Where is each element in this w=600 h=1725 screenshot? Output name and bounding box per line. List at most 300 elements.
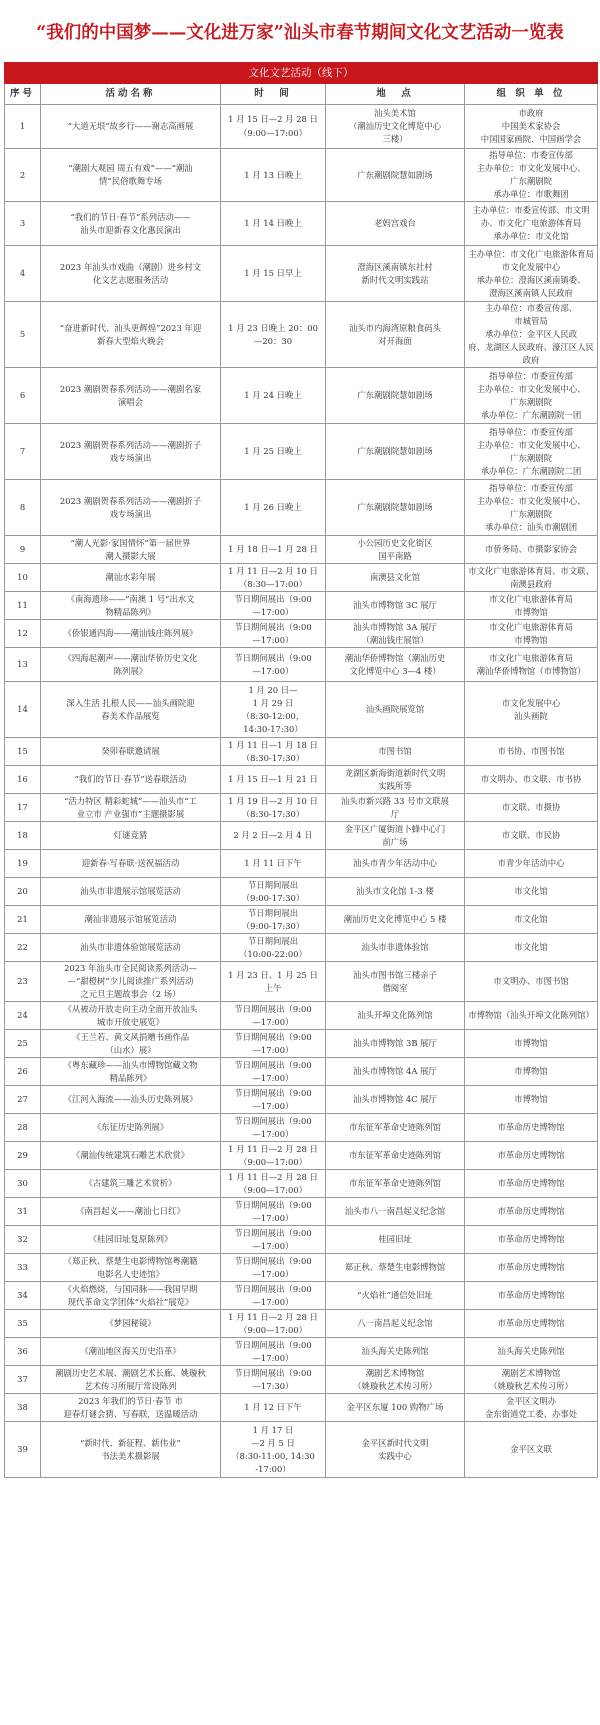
- cell-org-line: （姚璇秋艺术传习所）: [489, 1380, 573, 1391]
- cell-place-line: 对开海面: [378, 335, 412, 346]
- cell-time-line: 节日期间展出: [247, 907, 299, 918]
- cell-name-line: 2023 年汕头市全民阅读系列活动—: [64, 963, 197, 974]
- cell-name-line: 2023 年汕头市戏曲（潮剧）进乡村文: [59, 261, 202, 272]
- cell-place: [326, 202, 465, 246]
- cell-org-line: 市文化广电旅游体育局: [489, 621, 573, 632]
- cell-place: [326, 1338, 465, 1366]
- cell-name: [41, 149, 221, 202]
- cell-time-line: 1 月 29 日: [252, 697, 294, 708]
- cell-time: [221, 962, 326, 1002]
- cell-time: [221, 105, 326, 149]
- cell-time: [221, 648, 326, 682]
- cell-place-line: 八一南昌起义纪念馆: [357, 1318, 433, 1329]
- cell-name-line: （山水）展》: [105, 1044, 156, 1055]
- cell-name-line: 《侨银通四海——潮汕钱庄陈列展》: [63, 628, 198, 639]
- cell-time-line: —17:00）: [252, 665, 294, 676]
- cell-time: [221, 202, 326, 246]
- cell-place-line: 前广场: [382, 836, 408, 847]
- cell-time-line: 1 月 17 日: [252, 1424, 294, 1435]
- cell-name: [41, 302, 221, 368]
- cell-time-line: （9:00—17:00）: [238, 1324, 308, 1335]
- cell-no: 11: [5, 592, 41, 620]
- table-row: [5, 934, 598, 962]
- cell-place: [326, 878, 465, 906]
- section-banner: [5, 63, 598, 84]
- table-row: [5, 1170, 598, 1198]
- cell-time-line: —17:00）: [252, 1212, 294, 1223]
- cell-org: [465, 648, 598, 682]
- cell-name: [41, 1254, 221, 1282]
- cell-no: 31: [5, 1198, 41, 1226]
- cell-name: [41, 822, 221, 850]
- cell-time-line: （9:00-17:30）: [241, 920, 305, 931]
- cell-time-line: 节日期间展出（9:00: [234, 1283, 312, 1294]
- cell-org-line: 市博物馆: [514, 1066, 548, 1077]
- cell-time-line: 1 月 11 日—2 月 28 日: [228, 1171, 318, 1182]
- cell-time-line: 节日期间展出（9:00: [234, 1087, 312, 1098]
- cell-place-line: 潮剧艺术博物馆: [365, 1367, 425, 1378]
- cell-no: 6: [5, 368, 41, 424]
- cell-time-line: —17:00）: [252, 1100, 294, 1111]
- cell-place: [326, 682, 465, 738]
- cell-time-line: 节日期间展出（9:00: [234, 1367, 312, 1378]
- cell-name-line: 物精品陈列》: [105, 606, 156, 617]
- cell-time-line: 节日期间展出（9:00: [234, 1339, 312, 1350]
- cell-time-line: （8:30-12:00，: [241, 710, 305, 721]
- cell-time-line: 1 月 15 日—1 月 21 日: [228, 774, 318, 785]
- cell-org: [465, 202, 598, 246]
- cell-place-line: 汕头市八一南昌起义纪念馆: [344, 1206, 446, 1217]
- cell-time-line: （8:30-17:30）: [241, 752, 305, 763]
- cell-org-line: 市革命历史博物馆: [497, 1290, 565, 1301]
- cell-time-line: （9:00-17:30）: [241, 892, 305, 903]
- cell-time-line: —17:00）: [252, 1268, 294, 1279]
- cell-place: [326, 1310, 465, 1338]
- cell-time: [221, 1394, 326, 1422]
- table-row: [5, 1254, 598, 1282]
- cell-name-line: 现代革命文学团体“火焰社”展览》: [67, 1296, 194, 1307]
- cell-org: [465, 536, 598, 564]
- cell-place-line: 广东潮剧院慧如剧场: [357, 169, 433, 180]
- cell-org-line: 市革命历史博物馆: [497, 1262, 565, 1273]
- cell-time-line: 节日期间展出（9:00: [234, 1059, 312, 1070]
- cell-time-line: —20：30: [253, 335, 293, 346]
- cell-time-line: —17:00）: [252, 1352, 294, 1363]
- cell-time: [221, 1310, 326, 1338]
- cell-place: [326, 1254, 465, 1282]
- cell-org: [465, 424, 598, 480]
- cell-time-line: 1 月 13 日晚上: [244, 169, 302, 180]
- header-place: 地 点: [326, 84, 465, 105]
- cell-name: [41, 738, 221, 766]
- cell-no: 9: [5, 536, 41, 564]
- cell-time-line: —17:00）: [252, 1072, 294, 1083]
- cell-place-line: 广东潮剧院慧如剧场: [357, 390, 433, 401]
- table-row: [5, 246, 598, 302]
- cell-org-line: 市文联、市民协: [501, 830, 561, 841]
- cell-name-line: 潮人摄影大展: [105, 550, 156, 561]
- cell-org-line: 主办单位：市文化发展中心、: [476, 439, 586, 450]
- cell-name: [41, 1086, 221, 1114]
- cell-place: [326, 648, 465, 682]
- cell-name-line: 《潮汕传统建筑石雕艺术欣赏》: [71, 1150, 190, 1161]
- cell-org-line: 中国国家画院、中国画学会: [480, 134, 582, 144]
- cell-place-line: 潮汕华侨博物馆（潮汕历史: [344, 652, 446, 663]
- cell-org-line: 市博物馆（汕头开埠文化陈列馆）: [468, 1010, 594, 1021]
- cell-org: [465, 149, 598, 202]
- cell-org: [465, 564, 598, 592]
- cell-place-line: 老妈宫戏台: [374, 218, 416, 229]
- table-row: [5, 794, 598, 822]
- cell-place-line: 汕头市内海湾原粮食码头: [348, 322, 442, 333]
- cell-no: 28: [5, 1114, 41, 1142]
- cell-name: [41, 202, 221, 246]
- cell-place: [326, 564, 465, 592]
- cell-no: 26: [5, 1058, 41, 1086]
- cell-time: [221, 480, 326, 536]
- cell-no: 15: [5, 738, 41, 766]
- cell-time: [221, 1030, 326, 1058]
- cell-name-line: 戏专场演出: [109, 508, 152, 519]
- cell-place: [326, 1114, 465, 1142]
- cell-name-line: 《王兰若、黄文风捐赠书画作品: [71, 1031, 190, 1042]
- cell-name: [41, 1394, 221, 1422]
- cell-org: [465, 1030, 598, 1058]
- header-no: 序号: [5, 84, 41, 105]
- cell-name-line: 2023 潮剧贺春系列活动——潮剧名家: [59, 383, 202, 394]
- cell-org: [465, 480, 598, 536]
- cell-no: 22: [5, 934, 41, 962]
- table-row: [5, 1030, 598, 1058]
- cell-time: [221, 1366, 326, 1394]
- table-row: [5, 1142, 598, 1170]
- cell-name: [41, 536, 221, 564]
- cell-time-line: —17:00）: [252, 634, 294, 645]
- cell-place-line: 广东潮剧院慧如剧场: [357, 446, 433, 457]
- cell-name-line: 艺术传习所展厅常设陈列: [84, 1380, 177, 1391]
- cell-name-line: 2023 潮剧贺春系列活动——潮剧折子: [59, 439, 202, 450]
- cell-place-line: 汕头市新兴路 33 号市文联展: [340, 795, 450, 806]
- cell-name: [41, 480, 221, 536]
- cell-org: [465, 1310, 598, 1338]
- cell-place: [326, 1366, 465, 1394]
- cell-place-line: 汕头海关史陈列馆: [361, 1346, 429, 1357]
- cell-time-line: （9:00—17:00）: [238, 127, 308, 138]
- cell-org-line: 潮汕华侨博物馆（市博物馆）: [476, 665, 586, 676]
- cell-org: [465, 105, 598, 149]
- table-row: [5, 1086, 598, 1114]
- cell-org: [465, 822, 598, 850]
- cell-time-line: 1 月 14 日晚上: [244, 218, 302, 229]
- cell-org-line: 承办单位：广东潮剧院二团: [480, 465, 582, 476]
- cell-place-line: （潮汕历史文化博览中心: [348, 120, 442, 131]
- cell-place: [326, 1002, 465, 1030]
- cell-name-line: 《潮汕地区海关历史沿革》: [80, 1346, 181, 1357]
- cell-place-line: 澄海区溪南镇东社村: [357, 261, 433, 272]
- cell-org-line: 市文明办、市文联、市书协: [480, 774, 582, 785]
- table-row: [5, 1422, 598, 1478]
- cell-time: [221, 766, 326, 794]
- cell-time-line: 2 月 2 日—2 月 4 日: [233, 830, 313, 841]
- cell-time-line: 1 月 24 日晚上: [244, 390, 302, 401]
- cell-time: [221, 878, 326, 906]
- table-row: [5, 536, 598, 564]
- cell-org: [465, 1338, 598, 1366]
- cell-name-line: 《火焰燃烧，与国同脉——我国早期: [63, 1283, 198, 1294]
- cell-time-line: —17:00）: [252, 1044, 294, 1055]
- cell-time-line: （9:00—17:00）: [238, 1184, 308, 1195]
- cell-place: [326, 1226, 465, 1254]
- cell-name-line: 化文艺志愿服务活动: [92, 274, 169, 285]
- cell-name-line: 《从被动开放走向主动全面开放汕头: [63, 1003, 198, 1014]
- cell-name-line: 陈列展》: [113, 665, 148, 676]
- cell-place-line: 汕头市青少年活动中心: [353, 858, 437, 869]
- cell-time: [221, 1282, 326, 1310]
- cell-name: [41, 1338, 221, 1366]
- cell-org-line: 市文明办、市图书馆: [493, 976, 569, 987]
- cell-org: [465, 1366, 598, 1394]
- cell-no: 16: [5, 766, 41, 794]
- cell-org-line: 澄海区溪南镇人民政府: [489, 287, 573, 298]
- cell-time-line: 节日期间展出（9:00: [234, 621, 312, 632]
- cell-name-line: “我们的节日·春节”系列活动——: [70, 211, 191, 222]
- cell-org-line: 市革命历史博物馆: [497, 1178, 565, 1189]
- cell-time: [221, 682, 326, 738]
- cell-time-line: （8:30-17:30）: [241, 808, 305, 819]
- cell-org-line: 承办单位：澄海区溪南镇委、: [476, 274, 586, 285]
- cell-org: [465, 850, 598, 878]
- cell-org: [465, 962, 598, 1002]
- cell-place-line: 文化博览中心 3—4 楼）: [349, 665, 441, 676]
- cell-name-line: 《东征历史陈列展》: [92, 1122, 169, 1133]
- cell-name-line: 情”民俗歌舞专场: [99, 176, 162, 187]
- cell-place: [326, 424, 465, 480]
- cell-name: [41, 424, 221, 480]
- cell-time-line: 1 月 11 日下午: [244, 858, 302, 869]
- table-row: [5, 962, 598, 1002]
- cell-org: [465, 766, 598, 794]
- cell-name: [41, 368, 221, 424]
- cell-org: [465, 1002, 598, 1030]
- cell-name: [41, 1058, 221, 1086]
- cell-org-line: 市文化馆: [514, 886, 548, 897]
- cell-org-line: 市博物馆: [514, 606, 548, 617]
- cell-place: [326, 766, 465, 794]
- cell-time: [221, 738, 326, 766]
- cell-org: [465, 1282, 598, 1310]
- cell-time-line: 1 月 15 日—2 月 28 日: [228, 114, 318, 125]
- cell-place: [326, 1170, 465, 1198]
- cell-name-line: 《南海遗珍——“南澳 1 号”出水文: [66, 593, 195, 604]
- cell-time-line: （8:30-11:00, 14:30: [231, 1450, 315, 1461]
- cell-time-line: 1 月 11 日—1 月 18 日: [228, 739, 318, 750]
- cell-time: [221, 246, 326, 302]
- cell-name-line: 汕头市非遗展示馆展览活动: [80, 886, 181, 897]
- table-row: [5, 149, 598, 202]
- table-row: [5, 592, 598, 620]
- cell-no: 12: [5, 620, 41, 648]
- cell-org-line: 办、市文化广电旅游体育局: [480, 218, 582, 229]
- cell-name: [41, 1170, 221, 1198]
- cell-org: [465, 794, 598, 822]
- cell-name-line: 潮汕水彩年展: [105, 572, 156, 583]
- cell-place-line: 汕头开埠文化陈列馆: [357, 1010, 433, 1021]
- cell-no: 33: [5, 1254, 41, 1282]
- cell-no: 24: [5, 1002, 41, 1030]
- cell-time: [221, 1170, 326, 1198]
- cell-place-line: 汕头市博物馆 4A 展厅: [353, 1066, 437, 1077]
- cell-no: 13: [5, 648, 41, 682]
- cell-org-line: 承办单位：市文化馆: [493, 231, 569, 242]
- cell-time: [221, 1002, 326, 1030]
- cell-name: [41, 620, 221, 648]
- cell-no: 18: [5, 822, 41, 850]
- cell-no: 5: [5, 302, 41, 368]
- cell-name: [41, 1226, 221, 1254]
- cell-name-line: 之元旦主题故事会（2 场）: [80, 989, 181, 1000]
- table-row: [5, 766, 598, 794]
- cell-org-line: 承办单位：金平区人民政: [484, 329, 578, 340]
- cell-name-line: 精品陈列》: [109, 1072, 152, 1083]
- cell-time: [221, 536, 326, 564]
- cell-name-line: 《桂园旧址复原陈列》: [88, 1234, 173, 1245]
- header-org: 组 织 单 位: [465, 84, 598, 105]
- cell-org-line: 市革命历史博物馆: [497, 1206, 565, 1217]
- cell-org: [465, 1170, 598, 1198]
- cell-name: [41, 1366, 221, 1394]
- cell-place-line: 市东征军革命史迹陈列馆: [348, 1122, 442, 1133]
- table-row: [5, 1282, 598, 1310]
- cell-org-line: 市侨务局、市摄影家协会: [484, 544, 578, 555]
- cell-time-line: —17:00）: [252, 1016, 294, 1027]
- table-row: [5, 564, 598, 592]
- cell-place-line: 汕头市博物馆 3C 展厅: [352, 600, 438, 611]
- cell-time-line: （10:00-22:00）: [239, 948, 307, 959]
- cell-place-line: 汕头美术馆: [374, 107, 416, 118]
- cell-place-line: （潮汕钱庄展馆）: [361, 634, 429, 645]
- cell-place-line: 市东征军革命史迹陈列馆: [348, 1178, 442, 1189]
- cell-place: [326, 850, 465, 878]
- cell-org: [465, 682, 598, 738]
- cell-place-line: （姚璇秋艺术传习所）: [353, 1380, 437, 1391]
- cell-name: [41, 878, 221, 906]
- cell-org-line: 金东街道党工委、办事处: [484, 1408, 578, 1419]
- cell-name-line: 演唱会: [117, 396, 144, 407]
- cell-name-line: 汕头市非遗体验馆展览活动: [80, 942, 181, 953]
- cell-time: [221, 850, 326, 878]
- table-row: [5, 1394, 598, 1422]
- cell-time-line: 1 月 20 日—: [248, 684, 298, 695]
- table-row: [5, 480, 598, 536]
- cell-name-line: 2023 潮剧贺春系列活动——潮剧折子: [59, 495, 202, 506]
- cell-org-line: 主办单位：市文化发展中心、: [476, 163, 586, 174]
- cell-name-line: 灯谜竞猜: [113, 830, 148, 841]
- cell-time: [221, 424, 326, 480]
- cell-name-line: —“甜橙树”少儿阅读推广系列活动: [67, 976, 194, 987]
- cell-place-line: 实践中心: [378, 1450, 412, 1461]
- cell-place: [326, 906, 465, 934]
- cell-org: [465, 1226, 598, 1254]
- header-name: 活动名称: [41, 84, 221, 105]
- table-row: [5, 648, 598, 682]
- cell-place-line: 三楼）: [382, 134, 408, 144]
- cell-name: [41, 1198, 221, 1226]
- cell-no: 32: [5, 1226, 41, 1254]
- cell-org-line: 承办单位：汕头市潮剧团: [484, 521, 578, 532]
- cell-org-line: 潮剧艺术博物馆: [501, 1367, 561, 1378]
- cell-org-line: 市书协、市图书馆: [497, 746, 565, 757]
- cell-name: [41, 1114, 221, 1142]
- cell-time-line: 1 月 26 日晚上: [244, 502, 302, 513]
- cell-time-line: 节日期间展出（9:00: [234, 1255, 312, 1266]
- table-row: [5, 682, 598, 738]
- cell-name-line: 2023 年我们的节日·春节 市: [78, 1395, 183, 1406]
- cell-name: [41, 962, 221, 1002]
- cell-org: [465, 1114, 598, 1142]
- cell-no: 38: [5, 1394, 41, 1422]
- cell-org-line: 主办单位：市文化发展中心、: [476, 495, 586, 506]
- cell-org-line: 指导单位：市委宣传部: [489, 370, 573, 381]
- cell-name: [41, 648, 221, 682]
- cell-name-line: 《江河入海流——汕头历史陈列展》: [63, 1094, 198, 1105]
- cell-name: [41, 906, 221, 934]
- cell-name: [41, 1422, 221, 1478]
- cell-name: [41, 564, 221, 592]
- cell-no: 17: [5, 794, 41, 822]
- cell-time: [221, 1198, 326, 1226]
- cell-org-line: 承办单位：广东潮剧院一团: [480, 409, 582, 420]
- cell-time: [221, 1226, 326, 1254]
- cell-no: 39: [5, 1422, 41, 1478]
- cell-place-line: 汕头市非遗体验馆: [361, 942, 429, 953]
- cell-org-line: 金平区文联: [510, 1444, 552, 1455]
- cell-time-line: 上午: [264, 982, 282, 993]
- cell-name: [41, 682, 221, 738]
- cell-no: 3: [5, 202, 41, 246]
- cell-place: [326, 592, 465, 620]
- table-row: [5, 738, 598, 766]
- cell-org-line: 市文化发展中心: [501, 697, 561, 708]
- cell-org: [465, 620, 598, 648]
- cell-name-line: “新时代、新征程、新伟业”: [80, 1437, 181, 1448]
- cell-time: [221, 1142, 326, 1170]
- table-row: [5, 368, 598, 424]
- cell-name-line: 迎新春·写春联·送祝福活动: [81, 858, 180, 869]
- cell-place-line: 郑正秋、蔡楚生电影博物馆: [344, 1262, 446, 1273]
- cell-name-line: 汕头市迎新春文化惠民演出: [80, 224, 181, 235]
- cell-no: 14: [5, 682, 41, 738]
- cell-org: [465, 906, 598, 934]
- cell-org-line: 广东潮剧院: [510, 396, 552, 407]
- cell-org: [465, 1394, 598, 1422]
- cell-org-line: 市文联、市摄协: [501, 802, 561, 813]
- cell-time-line: 节日期间展出（9:00: [234, 1199, 312, 1210]
- cell-name: [41, 934, 221, 962]
- cell-no: 10: [5, 564, 41, 592]
- cell-name-line: “活力特区 精彩蛇城”——汕头市“工: [64, 795, 197, 806]
- cell-time-line: 节日期间展出（9:00: [234, 593, 312, 604]
- cell-time-line: 节日期间展出（9:00: [234, 1115, 312, 1126]
- cell-name-line: 春美术作品展览: [101, 710, 160, 721]
- table-row: [5, 1226, 598, 1254]
- cell-org: [465, 592, 598, 620]
- cell-no: 2: [5, 149, 41, 202]
- cell-org-line: 市博物馆: [514, 1038, 548, 1049]
- cell-time-line: 1 月 18 日—1 月 28 日: [228, 544, 318, 555]
- cell-name: [41, 592, 221, 620]
- cell-org: [465, 246, 598, 302]
- cell-time: [221, 302, 326, 368]
